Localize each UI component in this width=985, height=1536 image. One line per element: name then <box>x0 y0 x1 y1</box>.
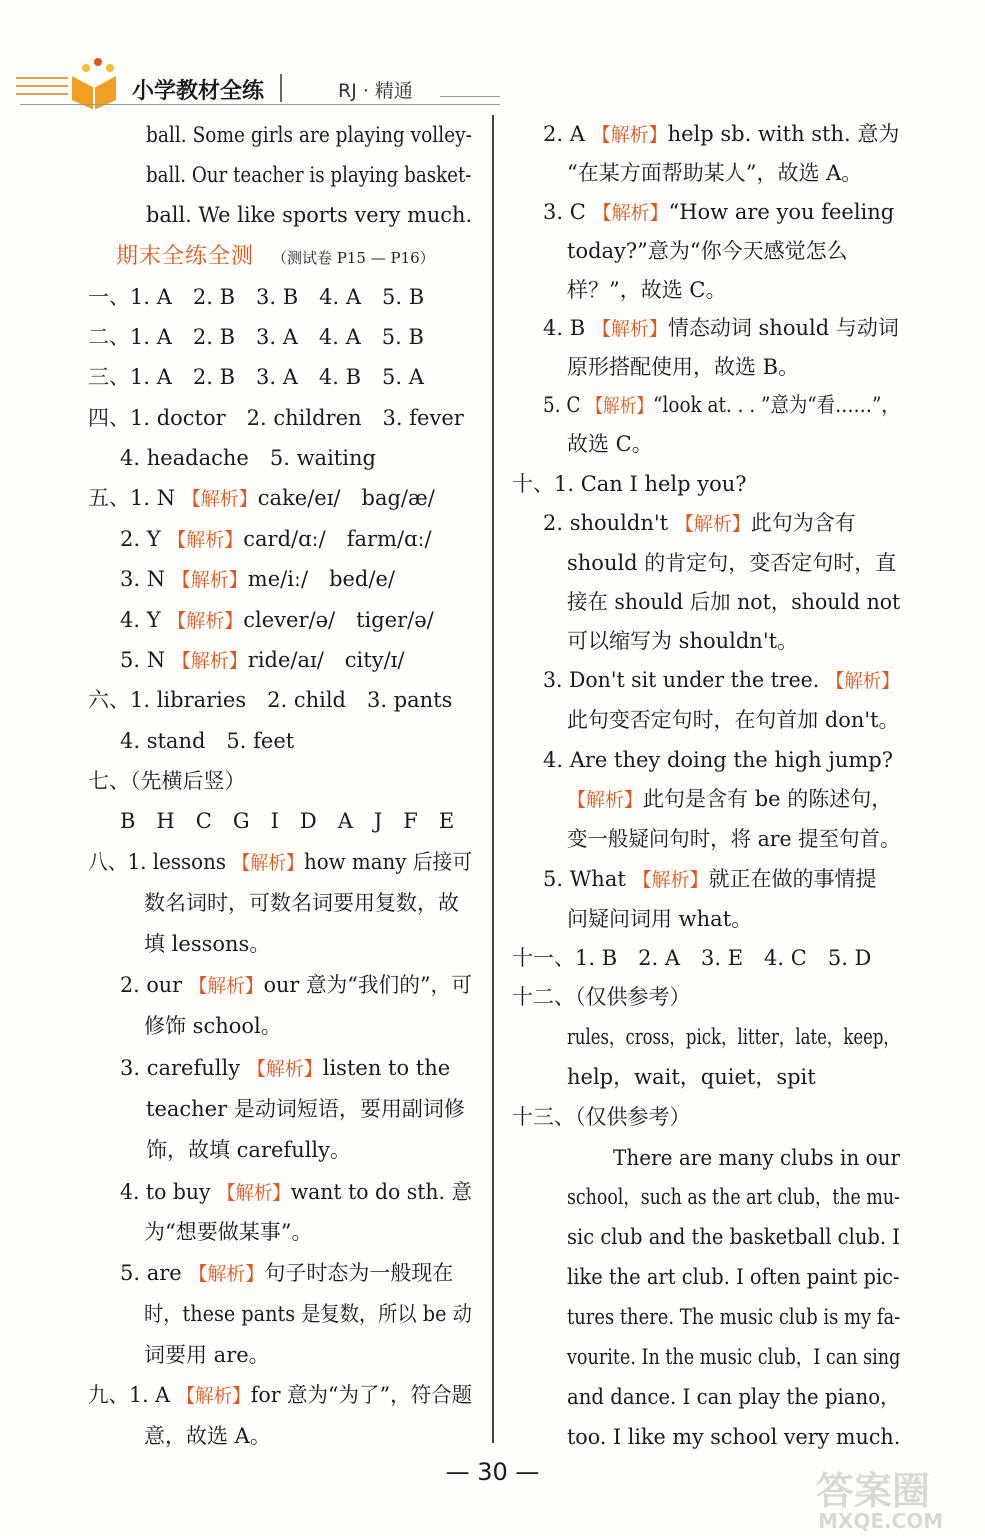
analysis-text: ride/aɪ/ city/ɪ/ <box>247 648 405 672</box>
answer-number: 4. to buy <box>120 1180 217 1204</box>
text-line: There are many clubs in our <box>613 1146 901 1170</box>
answer-number: 4. B <box>543 316 592 340</box>
analysis-tag: 【解析】 <box>591 124 668 146</box>
text-line <box>120 519 432 559</box>
page-header <box>0 0 985 115</box>
analysis-tag: 【解析】 <box>825 670 900 692</box>
analysis-tag: 【解析】 <box>167 610 244 632</box>
text-line: 4. Are they doing the high jump? <box>543 748 893 772</box>
text-line: 可以缩写为 shouldn't。 <box>567 629 799 653</box>
text-line: 问疑问词用 what。 <box>567 907 753 931</box>
text-line: and dance. I can play the piano， <box>567 1385 900 1409</box>
text-line <box>543 192 894 232</box>
answer-number: 4. Y <box>120 608 168 632</box>
text-line: ball. Some girls are playing volley- <box>146 123 472 147</box>
text-line: 时，these pants 是复数，所以 be 动 <box>144 1302 472 1326</box>
text-line: 十、1. Can I help you? <box>512 472 747 496</box>
analysis-text: 情态动词 should 与动词 <box>667 316 899 340</box>
text-line <box>120 965 472 1005</box>
answer-number: 八、1. lessons <box>88 850 233 874</box>
analysis-text: 此句是含有 be 的陈述句， <box>643 787 893 811</box>
text-line <box>543 859 876 899</box>
text-line: should 的肯定句，变否定句时，直 <box>567 551 897 575</box>
analysis-text: 句子时态为一般现在 <box>264 1261 454 1285</box>
text-line: 数名词时，可数名词要用复数，故 <box>144 891 459 915</box>
text-line: teacher 是动词短语，要用副词修 <box>146 1097 465 1121</box>
section-title: 期末全练全测 <box>116 244 255 269</box>
text-line <box>120 559 395 599</box>
text-line: 饰，故填 carefully。 <box>146 1138 352 1162</box>
text-line: tures there. The music club is my fa- <box>567 1305 901 1329</box>
analysis-text: our 意为“我们的”，可 <box>263 973 472 997</box>
text-line: 原形搭配使用，故选 B。 <box>567 355 800 379</box>
text-line <box>120 600 434 640</box>
answer-number: 九、1. A <box>88 1383 177 1407</box>
analysis-text: 就正在做的事情提 <box>708 867 877 891</box>
analysis-tag: 【解析】 <box>246 1058 323 1080</box>
text-line: like the art club. I often paint pic- <box>567 1265 900 1289</box>
text-line: sic club and the basketball club. I <box>567 1225 900 1249</box>
page-number: — 30 — <box>445 1458 540 1486</box>
text-line: 一、1. A 2. B 3. B 4. A 5. B <box>88 285 425 309</box>
analysis-tag: 【解析】 <box>674 513 751 535</box>
text-line: 六、1. libraries 2. child 3. pants <box>88 688 453 712</box>
text-line: 三、1. A 2. B 3. A 4. B 5. A <box>88 365 424 389</box>
text-line: rules，cross，pick，litter，late，keep， <box>567 1025 900 1049</box>
text-line <box>543 660 900 700</box>
text-line: 十二、（仅供参考） <box>512 985 691 1009</box>
analysis-text: want to do sth. 意 <box>290 1180 472 1204</box>
answer-number: 五、1. N <box>88 486 182 510</box>
text-line <box>543 385 900 425</box>
analysis-tag: 【解析】 <box>591 318 668 340</box>
answer-number: 5. C <box>543 393 587 417</box>
header-rule <box>20 104 500 105</box>
analysis-tag: 【解析】 <box>592 202 669 224</box>
column-divider <box>492 115 494 1443</box>
text-line: B H C G I D A J F E <box>120 809 455 833</box>
analysis-text: clever/ə/ tiger/ə/ <box>243 608 434 632</box>
analysis-tag: 【解析】 <box>586 395 654 417</box>
text-line <box>120 1048 450 1088</box>
text-line: school，such as the art club，the mu- <box>567 1185 900 1209</box>
text-line <box>120 640 404 680</box>
analysis-tag: 【解析】 <box>232 852 304 874</box>
text-line <box>88 478 435 518</box>
text-line <box>543 503 856 543</box>
text-line: ball. Our teacher is playing basket- <box>146 163 472 187</box>
text-line: 意，故选 A。 <box>144 1424 271 1448</box>
text-line <box>88 1375 472 1415</box>
analysis-tag: 【解析】 <box>167 529 244 551</box>
analysis-tag: 【解析】 <box>216 1182 291 1204</box>
answer-number: 2. A <box>543 122 592 146</box>
text-line: 七、（先横后竖） <box>88 769 246 793</box>
text-line: today?”意为“你今天感觉怎么 <box>567 239 848 263</box>
text-line: 词要用 are。 <box>144 1343 270 1367</box>
text-line: 4. headache 5. waiting <box>120 446 376 470</box>
answer-number: 5. What <box>543 867 633 891</box>
book-logo-icon <box>16 56 126 116</box>
analysis-tag: 【解析】 <box>181 488 258 510</box>
text-line <box>120 1253 453 1293</box>
text-line: 十三、（仅供参考） <box>512 1105 691 1129</box>
test-paper-note: （测试卷 P15 — P16） <box>272 249 435 267</box>
answer-number: 3. N <box>120 567 172 591</box>
edition-label: RJ · 精通 <box>338 80 413 102</box>
analysis-tag: 【解析】 <box>176 1385 251 1407</box>
text-line: 二、1. A 2. B 3. A 4. A 5. B <box>88 325 424 349</box>
brand-title: 小学教材全练 <box>132 79 265 104</box>
text-line: 故选 C。 <box>567 432 653 456</box>
text-line: 4. stand 5. feet <box>120 729 295 753</box>
analysis-text: card/ɑː/ farm/ɑː/ <box>243 527 432 551</box>
answer-number: 2. Y <box>120 527 168 551</box>
answer-number: 3. Don't sit under the tree. <box>543 668 826 692</box>
watermark-domain: MXQE.COM <box>818 1509 944 1532</box>
text-line <box>567 779 892 819</box>
analysis-text: me/iː/ bed/e/ <box>247 567 395 591</box>
text-line <box>116 236 435 276</box>
text-line: too. I like my school very much. <box>567 1425 901 1449</box>
analysis-text: 此句为含有 <box>750 511 856 535</box>
text-line: 样？”，故选 C。 <box>567 278 727 302</box>
analysis-text: “How are you feeling <box>668 200 895 224</box>
text-line: help，wait，quiet，spit <box>567 1065 816 1089</box>
text-line <box>120 1172 472 1212</box>
analysis-text: how many 后接可 <box>303 850 473 874</box>
header-separator <box>280 74 282 102</box>
text-line: 十一、1. B 2. A 3. E 4. C 5. D <box>512 946 872 970</box>
analysis-tag: 【解析】 <box>171 650 248 672</box>
analysis-text: cake/eɪ/ bag/æ/ <box>257 486 435 510</box>
answer-number: 5. are <box>120 1261 189 1285</box>
answer-number: 2. shouldn't <box>543 511 675 535</box>
analysis-text: “look at. . . ”意为“看……”， <box>653 393 900 417</box>
header-rule-short <box>440 96 500 97</box>
analysis-text: listen to the <box>322 1056 451 1080</box>
analysis-text: for 意为“为了”，符合题 <box>250 1383 473 1407</box>
text-line: 填 lessons。 <box>144 932 271 956</box>
text-line: ball. We like sports very much. <box>146 203 473 227</box>
answer-number: 5. N <box>120 648 172 672</box>
text-line: “在某方面帮助某人”，故选 A。 <box>567 161 863 185</box>
answer-number: 3. C <box>543 200 593 224</box>
analysis-tag: 【解析】 <box>632 869 709 891</box>
watermark-logo <box>808 1462 980 1532</box>
text-line: 此句变否定句时，在句首加 don't。 <box>567 708 900 732</box>
analysis-tag: 【解析】 <box>188 1263 265 1285</box>
answer-number: 2. our <box>120 973 189 997</box>
text-line: 为“想要做某事”。 <box>144 1220 313 1244</box>
text-line: 修饰 school。 <box>144 1014 282 1038</box>
analysis-tag: 【解析】 <box>171 569 248 591</box>
text-line: 接在 should 后加 not，should not <box>567 590 901 614</box>
text-line: 变一般疑问句时，将 are 提至句首。 <box>567 827 901 851</box>
text-line <box>88 842 472 882</box>
analysis-tag: 【解析】 <box>567 789 644 811</box>
analysis-text: help sb. with sth. 意为 <box>667 122 900 146</box>
text-line: 四、1. doctor 2. children 3. fever <box>88 406 464 430</box>
text-line <box>543 308 899 348</box>
watermark-text: 答案圈 <box>816 1469 931 1513</box>
text-line <box>543 114 899 154</box>
answer-number: 3. carefully <box>120 1056 247 1080</box>
text-line: vourite. In the music club，I can sing <box>567 1345 901 1369</box>
analysis-tag: 【解析】 <box>188 975 264 997</box>
